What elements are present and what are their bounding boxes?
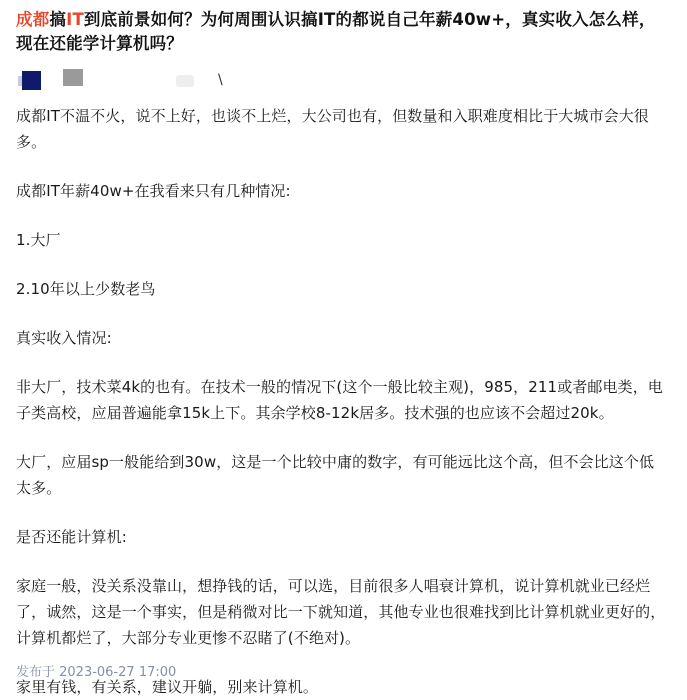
answer-content: [16, 103, 669, 700]
title-highlight-city: 成都: [16, 10, 50, 29]
published-time[interactable]: 发布于 2023-06-27 17:00: [16, 665, 177, 680]
question-title[interactable]: [16, 0, 669, 56]
title-text-part-1: 搞: [49, 10, 67, 29]
author-glyph: \: [218, 72, 223, 88]
answer-paragraph: 成都IT不温不火，说不上好，也谈不上烂，大公司也有，但数量和入职难度相比于大城市会大很多。: [16, 107, 649, 151]
answer-paragraph: 是否还能计算机:: [16, 528, 127, 546]
answer-paragraph: 家庭一般，没关系没靠山，想挣钱的话，可以选，目前很多人唱衰计算机，说计算机就业已经烂了，诚然，这是一个事实，但是稍微对比一下就知道，其他专业也很难找到比计算机就业更好的，计算机都烂了，大部分专业更惨不忍睹了(不绝对)。: [16, 577, 666, 647]
title-text-part-2: 到底前景如何？为何周围认识搞IT的都说自己年薪40w+，真实收入怎么样，现在还能学计算机吗？: [16, 10, 656, 53]
title-highlight-it: IT: [66, 10, 84, 29]
answer-paragraph: 大厂，应届sp一般能给到30w，这是一个比较中庸的数字，有可能远比这个高，但不会比这个低太多。: [16, 453, 655, 497]
blurred-author-name: [176, 75, 194, 87]
answer-paragraph: 非大厂，技术菜4k的也有。在技术一般的情况下(这个一般比较主观)，985，211或者邮电类，电子类高校，应届普遍能拿15k上下。其余学校8-12k居多。技术强的也应该不会超过20k。: [16, 378, 663, 422]
answer-paragraph: 2.10年以上少数老鸟: [16, 280, 156, 298]
author-row: [16, 65, 669, 95]
answer-paragraph: 真实收入情况:: [16, 329, 112, 347]
avatar[interactable]: [63, 69, 83, 86]
answer-paragraph: 家里有钱，有关系，建议开躺，别来计算机。: [16, 678, 319, 696]
avatar-badge-icon[interactable]: [22, 71, 41, 90]
answer-paragraph: 1.大厂: [16, 231, 61, 249]
answer-paragraph: 成都IT年薪40w+在我看来只有几种情况:: [16, 182, 291, 200]
